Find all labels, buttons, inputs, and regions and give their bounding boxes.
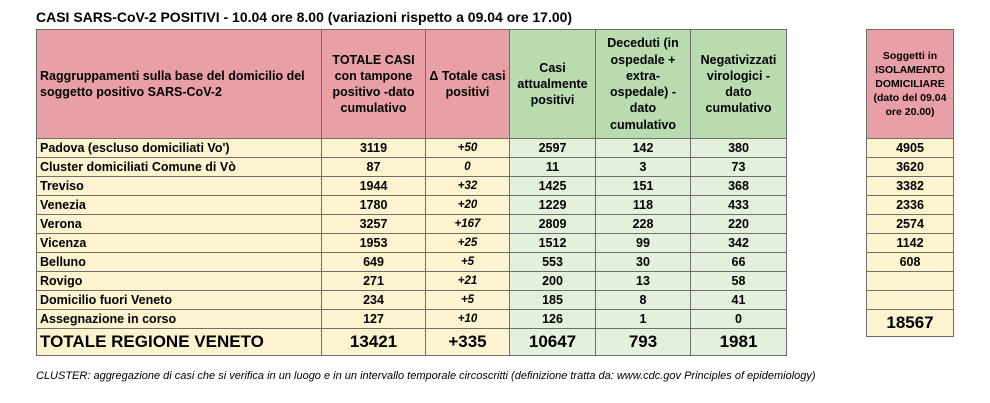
isolation-value: 3382	[867, 177, 954, 196]
total-total: 13421	[322, 329, 426, 356]
isolation-row	[867, 253, 954, 272]
row-negative: 41	[691, 291, 787, 310]
row-total: 3119	[322, 139, 426, 158]
row-name: Verona	[37, 215, 322, 234]
row-delta: +10	[426, 310, 510, 329]
row-name: Padova (escluso domiciliati Vo')	[37, 139, 322, 158]
row-negative: 73	[691, 158, 787, 177]
isolation-table	[866, 29, 954, 337]
table-row	[37, 177, 787, 196]
table-row	[37, 310, 787, 329]
isolation-row	[867, 215, 954, 234]
header-negative: Negativizzati virologici - dato cumulativo	[691, 30, 787, 139]
isolation-header-row	[867, 30, 954, 139]
row-current: 1425	[510, 177, 596, 196]
row-delta: +167	[426, 215, 510, 234]
row-total: 234	[322, 291, 426, 310]
row-current: 200	[510, 272, 596, 291]
row-delta: +20	[426, 196, 510, 215]
table-row	[37, 234, 787, 253]
row-negative: 368	[691, 177, 787, 196]
row-deceased: 3	[596, 158, 691, 177]
total-delta: +335	[426, 329, 510, 356]
isolation-total-row	[867, 310, 954, 337]
total-deceased: 793	[596, 329, 691, 356]
header-current: Casi attualmente positivi	[510, 30, 596, 139]
row-name: Belluno	[37, 253, 322, 272]
isolation-value: 4905	[867, 139, 954, 158]
total-negative: 1981	[691, 329, 787, 356]
row-deceased: 13	[596, 272, 691, 291]
isolation-row	[867, 196, 954, 215]
row-negative: 433	[691, 196, 787, 215]
table-row	[37, 215, 787, 234]
row-current: 2809	[510, 215, 596, 234]
row-total: 87	[322, 158, 426, 177]
table-row	[37, 253, 787, 272]
row-current: 1229	[510, 196, 596, 215]
row-current: 185	[510, 291, 596, 310]
row-total: 271	[322, 272, 426, 291]
row-deceased: 151	[596, 177, 691, 196]
row-name: Venezia	[37, 196, 322, 215]
row-deceased: 1	[596, 310, 691, 329]
row-negative: 58	[691, 272, 787, 291]
row-name: Vicenza	[37, 234, 322, 253]
row-total: 127	[322, 310, 426, 329]
row-deceased: 8	[596, 291, 691, 310]
row-deceased: 118	[596, 196, 691, 215]
row-delta: +50	[426, 139, 510, 158]
row-current: 126	[510, 310, 596, 329]
row-total: 3257	[322, 215, 426, 234]
isolation-row	[867, 177, 954, 196]
row-negative: 380	[691, 139, 787, 158]
total-name: TOTALE REGIONE VENETO	[37, 329, 322, 356]
table-row	[37, 158, 787, 177]
row-total: 1780	[322, 196, 426, 215]
row-current: 553	[510, 253, 596, 272]
total-current: 10647	[510, 329, 596, 356]
page-title: CASI SARS-CoV-2 POSITIVI - 10.04 ore 8.00 (variazioni rispetto a 09.04 ore 17.00)	[36, 9, 573, 25]
row-negative: 220	[691, 215, 787, 234]
row-current: 11	[510, 158, 596, 177]
row-delta: 0	[426, 158, 510, 177]
isolation-value: 608	[867, 253, 954, 272]
row-delta: +5	[426, 253, 510, 272]
header-total: TOTALE CASI con tampone positivo -dato cumulativo	[322, 30, 426, 139]
row-name: Domicilio fuori Veneto	[37, 291, 322, 310]
isolation-value	[867, 272, 954, 291]
header-row	[37, 30, 787, 139]
row-negative: 66	[691, 253, 787, 272]
isolation-row	[867, 291, 954, 310]
cases-table	[36, 29, 787, 356]
total-row	[37, 329, 787, 356]
isolation-value: 3620	[867, 158, 954, 177]
row-delta: +21	[426, 272, 510, 291]
row-delta: +5	[426, 291, 510, 310]
header-delta: Δ Totale casi positivi	[426, 30, 510, 139]
table-row	[37, 196, 787, 215]
isolation-value	[867, 291, 954, 310]
row-current: 2597	[510, 139, 596, 158]
footnote: CLUSTER: aggregazione di casi che si verifica in un luogo e in un intervallo temporale circoscritti (definizione tratta da: www.cdc.gov Principles of epidemiology)	[36, 370, 816, 382]
row-negative: 342	[691, 234, 787, 253]
row-delta: +32	[426, 177, 510, 196]
row-deceased: 142	[596, 139, 691, 158]
isolation-value: 2336	[867, 196, 954, 215]
row-deceased: 228	[596, 215, 691, 234]
row-name: Assegnazione in corso	[37, 310, 322, 329]
row-name: Rovigo	[37, 272, 322, 291]
table-row	[37, 139, 787, 158]
isolation-value: 1142	[867, 234, 954, 253]
table-row	[37, 272, 787, 291]
row-name: Treviso	[37, 177, 322, 196]
isolation-value: 2574	[867, 215, 954, 234]
row-deceased: 99	[596, 234, 691, 253]
row-negative: 0	[691, 310, 787, 329]
isolation-total: 18567	[867, 310, 954, 337]
header-isolation: Soggetti in ISOLAMENTO DOMICILIARE (dato del 09.04 ore 20.00)	[867, 30, 954, 139]
isolation-row	[867, 158, 954, 177]
header-group: Raggruppamenti sulla base del domicilio del soggetto positivo SARS-CoV-2	[37, 30, 322, 139]
row-delta: +25	[426, 234, 510, 253]
row-name: Cluster domiciliati Comune di Vò	[37, 158, 322, 177]
row-total: 649	[322, 253, 426, 272]
row-current: 1512	[510, 234, 596, 253]
header-deceased: Deceduti (in ospedale + extra-ospedale) - dato cumulativo	[596, 30, 691, 139]
row-total: 1944	[322, 177, 426, 196]
row-total: 1953	[322, 234, 426, 253]
isolation-row	[867, 272, 954, 291]
isolation-row	[867, 234, 954, 253]
row-deceased: 30	[596, 253, 691, 272]
table-row	[37, 291, 787, 310]
